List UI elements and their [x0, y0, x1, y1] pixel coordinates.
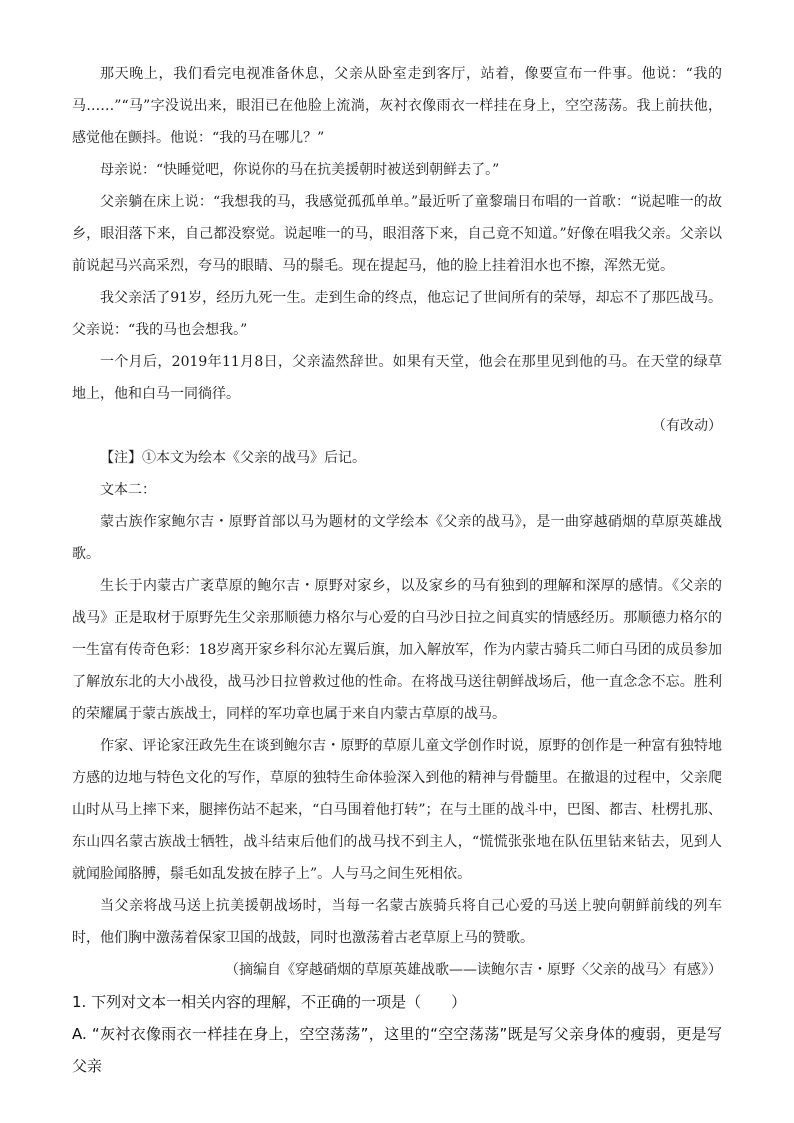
- footnote: 【注】①本文为绘本《父亲的战马》后记。: [100, 450, 366, 466]
- source-note: （有改动）: [652, 418, 722, 434]
- paragraph: 生长于内蒙古广袤草原的鲍尔吉・原野对家乡，以及家乡的马有独到的理解和深厚的感情。《父亲的战马》正是取材于原野先生父亲那顺德力格尔与心爱的白马沙日拉之间真实的情感经历。那顺德力格尔的一生富有传奇色彩：18岁离开家乡科尔沁左翼后旗，加入解放军，作为内蒙古骑兵二师白马团的成员参加了解放东北的大小战役，战马沙日拉曾救过他的性命。在将战马送往朝鲜战场后，他一直念念不忘。胜利的荣耀属于蒙古族战士，同样的军功章也属于来自内蒙古草原的战马。: [72, 578, 722, 722]
- paragraph: 当父亲将战马送上抗美援朝战场时，当每一名蒙古族骑兵将自己心爱的马送上驶向朝鲜前线的列车时，他们胸中激荡着保家卫国的战鼓，同时也激荡着古老草原上马的赞歌。: [72, 898, 722, 946]
- paragraph: 母亲说：“快睡觉吧，你说你的马在抗美援朝时被送到朝鲜去了。”: [100, 162, 500, 178]
- source-citation: （摘编自《穿越硝烟的草原英雄战歌——读鲍尔吉・原野〈父亲的战马〉有感》）: [225, 962, 722, 978]
- paragraph: 蒙古族作家鲍尔吉・原野首部以马为题材的文学绘本《父亲的战马》，是一曲穿越硝烟的草原英雄战歌。: [72, 514, 722, 562]
- paragraph: 作家、评论家汪政先生在谈到鲍尔吉・原野的草原儿童文学创作时说，原野的创作是一种富有独特地方感的边地与特色文化的写作，草原的独特生命体验深入到他的精神与骨髓里。在撤退的过程中，父亲爬山时从马上摔下来，腿摔伤站不起来，“白马围着他打转”；在与土匪的战斗中，巴图、都吉、杜楞扎那、东山四名蒙古族战士牺牲，战斗结束后他们的战马找不到主人，“慌慌张张地在队伍里钻来钻去，见到人就闻脸闻胳膊，鬃毛如乱发披在脖子上”。人与马之间生死相依。: [72, 738, 722, 882]
- text-two-label: 文本二：: [100, 482, 156, 498]
- paragraph: 父亲躺在床上说：“我想我的马，我感觉孤孤单单。”最近听了童黎瑞日布唱的一首歌：“说起唯一的故乡，眼泪落下来，自己都没察觉。说起唯一的马，眼泪落下来，自己竟不知道。”好像在唱我父亲。父亲以前说起马兴高采烈，夸马的眼睛、马的鬃毛。现在提起马，他的脸上挂着泪水也不擦，浑然无觉。: [72, 194, 722, 274]
- paragraph: 我父亲活了91岁，经历九死一生。走到生命的终点，他忘记了世间所有的荣辱，却忘不了那匹战马。父亲说：“我的马也会想我。”: [72, 290, 722, 338]
- paragraph: 一个月后，2019年11月8日，父亲溘然辞世。如果有天堂，他会在那里见到他的马。在天堂的绿草地上，他和白马一同徜徉。: [72, 354, 722, 402]
- question-stem: 1. 下列对文本一相关内容的理解，不正确的一项是（ ）: [72, 993, 467, 1011]
- option-a: A. “灰衬衣像雨衣一样挂在身上，空空荡荡”，这里的“空空荡荡”既是写父亲身体的瘦弱，更是写父亲: [72, 1025, 722, 1075]
- paragraph: 那天晚上，我们看完电视准备休息，父亲从卧室走到客厅，站着，像要宣布一件事。他说：“我的马……”“马”字没说出来，眼泪已在他脸上流淌，灰衬衣像雨衣一样挂在身上，空空荡荡。我上前扶他，感觉他在颤抖。他说：“我的马在哪儿？”: [72, 66, 722, 146]
- passage-body: [72, 58, 722, 1082]
